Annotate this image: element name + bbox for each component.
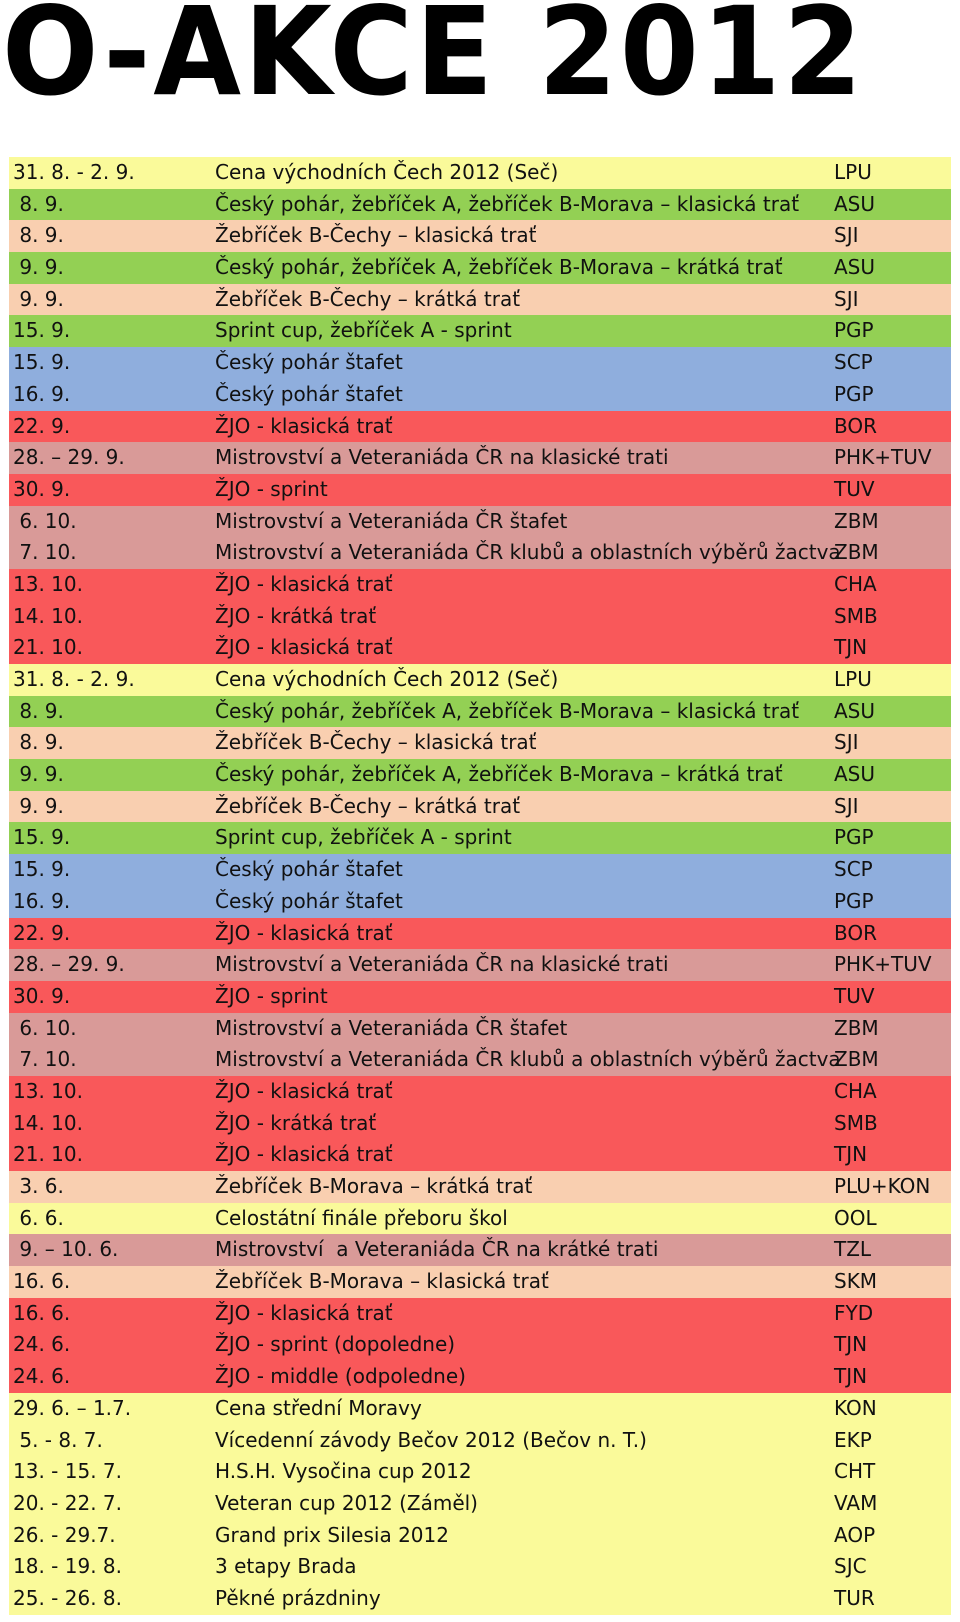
event-name: Žebříček B-Morava – krátká trať — [215, 1174, 533, 1198]
event-organizer: SKM — [834, 1269, 878, 1294]
event-organizer: TJN — [834, 1364, 868, 1389]
event-row — [9, 506, 951, 538]
event-organizer: ASU — [834, 191, 876, 216]
event-row — [9, 949, 951, 981]
event-organizer: BOR — [834, 413, 878, 438]
event-row — [9, 854, 951, 886]
event-date: 6. 10. — [13, 1015, 77, 1040]
event-organizer: PLU+KON — [834, 1174, 931, 1198]
event-name: Český pohár štafet — [215, 350, 403, 375]
event-row — [9, 379, 951, 411]
event-date: 16. 6. — [13, 1300, 71, 1325]
event-name: Český pohár štafet — [215, 888, 403, 913]
event-date: 13. - 15. 7. — [13, 1459, 122, 1484]
event-name: Žebříček B-Čechy – krátká trať — [215, 286, 521, 311]
event-name: Český pohár, žebříček A, žebříček B-Morava – krátká trať — [215, 762, 783, 787]
event-organizer: ASU — [834, 255, 876, 280]
event-date: 6. 10. — [13, 508, 77, 533]
event-name: ŽJO - klasická trať — [215, 571, 393, 596]
event-name: Sprint cup, žebříček A - sprint — [215, 318, 512, 343]
event-organizer: TUR — [834, 1585, 875, 1610]
event-date: 7. 10. — [13, 1047, 77, 1072]
event-name: Celostátní finále přeboru škol — [215, 1205, 508, 1230]
event-date: 16. 9. — [13, 381, 71, 406]
event-date: 8. 9. — [13, 223, 64, 248]
page-title: O-AKCE 2012 — [2, 0, 866, 123]
event-name: Mistrovství a Veteraniáda ČR na klasické trati — [215, 445, 669, 470]
event-row — [9, 411, 951, 443]
event-date: 28. – 29. 9. — [13, 445, 125, 470]
event-row — [9, 822, 951, 854]
event-date: 26. - 29.7. — [13, 1522, 116, 1547]
event-date: 7. 10. — [13, 540, 77, 565]
event-date: 9. – 10. 6. — [13, 1237, 119, 1262]
event-date: 21. 10. — [13, 635, 83, 660]
event-row — [9, 1013, 951, 1045]
event-organizer: FYD — [834, 1300, 874, 1325]
event-name: Veteran cup 2012 (Záměl) — [215, 1490, 478, 1515]
event-row — [9, 1203, 951, 1235]
event-organizer: TUV — [834, 476, 875, 501]
event-row — [9, 727, 951, 759]
event-name: Český pohár, žebříček A, žebříček B-Morava – klasická trať — [215, 191, 800, 216]
event-name: ŽJO - middle (odpoledne) — [215, 1364, 466, 1389]
event-name: Cena východních Čech 2012 (Seč) — [215, 667, 559, 691]
event-date: 16. 9. — [13, 888, 71, 913]
event-organizer: SMB — [834, 603, 878, 628]
event-name: H.S.H. Vysočina cup 2012 — [215, 1459, 472, 1484]
event-name: Mistrovství a Veteraniáda ČR štafet — [215, 508, 568, 533]
header — [0, 0, 960, 150]
event-name: Žebříček B-Čechy – krátká trať — [215, 793, 521, 818]
event-name: Cena střední Moravy — [215, 1395, 422, 1420]
event-row — [9, 284, 951, 316]
event-date: 8. 9. — [13, 730, 64, 755]
event-row — [9, 664, 951, 696]
event-organizer: TUV — [834, 983, 875, 1008]
event-row — [9, 157, 951, 189]
event-date: 9. 9. — [13, 762, 64, 787]
event-name: Žebříček B-Čechy – klasická trať — [215, 730, 537, 755]
event-row — [9, 981, 951, 1013]
event-organizer: PGP — [834, 888, 874, 913]
event-row — [9, 696, 951, 728]
event-organizer: SJI — [834, 286, 859, 311]
event-date: 15. 9. — [13, 318, 71, 343]
event-name: Grand prix Silesia 2012 — [215, 1522, 449, 1547]
event-organizer: SJI — [834, 223, 859, 248]
event-date: 9. 9. — [13, 286, 64, 311]
event-name: Pěkné prázdniny — [215, 1585, 381, 1610]
event-date: 31. 8. - 2. 9. — [13, 160, 135, 184]
event-date: 14. 10. — [13, 603, 83, 628]
event-organizer: TJN — [834, 635, 868, 660]
event-row — [9, 1076, 951, 1108]
event-row — [9, 537, 951, 569]
event-organizer: SJI — [834, 793, 859, 818]
event-row — [9, 1139, 951, 1171]
event-row — [9, 1361, 951, 1393]
event-date: 29. 6. – 1.7. — [13, 1395, 132, 1420]
event-name: ŽJO - sprint — [215, 476, 328, 501]
event-organizer: ZBM — [834, 540, 879, 565]
event-organizer: CHA — [834, 1078, 877, 1103]
event-name: ŽJO - krátká trať — [215, 603, 377, 628]
event-date: 9. 9. — [13, 793, 64, 818]
event-row — [9, 791, 951, 823]
event-organizer: KON — [834, 1395, 877, 1420]
event-organizer: EKP — [834, 1427, 872, 1452]
event-row — [9, 1108, 951, 1140]
event-organizer: LPU — [834, 160, 872, 184]
event-organizer: SCP — [834, 350, 873, 375]
event-organizer: PGP — [834, 318, 874, 343]
event-row — [9, 1488, 951, 1520]
event-organizer: SJI — [834, 730, 859, 755]
event-name: ŽJO - sprint (dopoledne) — [215, 1332, 456, 1357]
event-name: Český pohár štafet — [215, 381, 403, 406]
event-organizer: ZBM — [834, 1015, 879, 1040]
event-row — [9, 918, 951, 950]
event-row — [9, 1583, 951, 1615]
event-name: ŽJO - klasická trať — [215, 635, 393, 660]
event-date: 16. 6. — [13, 1269, 71, 1294]
event-date: 13. 10. — [13, 571, 83, 596]
event-date: 13. 10. — [13, 1078, 83, 1103]
event-name: 3 etapy Brada — [215, 1554, 357, 1579]
event-row — [9, 1171, 951, 1203]
event-row — [9, 1298, 951, 1330]
event-name: ŽJO - krátká trať — [215, 1110, 377, 1135]
event-organizer: LPU — [834, 667, 872, 691]
event-date: 24. 6. — [13, 1332, 71, 1357]
event-name: Český pohár štafet — [215, 857, 403, 882]
event-name: Žebříček B-Morava – klasická trať — [215, 1269, 549, 1294]
event-row — [9, 601, 951, 633]
event-row — [9, 315, 951, 347]
event-date: 21. 10. — [13, 1142, 83, 1167]
event-row — [9, 1551, 951, 1583]
event-row — [9, 759, 951, 791]
event-name: ŽJO - sprint — [215, 983, 328, 1008]
event-organizer: TZL — [834, 1237, 872, 1262]
event-organizer: ASU — [834, 698, 876, 723]
event-row — [9, 220, 951, 252]
event-organizer: TJN — [834, 1142, 868, 1167]
event-name: Cena východních Čech 2012 (Seč) — [215, 160, 559, 184]
event-row — [9, 252, 951, 284]
event-name: ŽJO - klasická trať — [215, 920, 393, 945]
event-date: 25. - 26. 8. — [13, 1585, 122, 1610]
event-organizer: CHT — [834, 1459, 876, 1484]
event-organizer: BOR — [834, 920, 878, 945]
event-row — [9, 1234, 951, 1266]
event-name: Mistrovství a Veteraniáda ČR na krátké trati — [215, 1237, 659, 1262]
event-name: Mistrovství a Veteraniáda ČR klubů a oblastních výběrů žactva — [215, 540, 841, 565]
event-organizer: PHK+TUV — [834, 952, 932, 977]
event-date: 8. 9. — [13, 191, 64, 216]
event-date: 14. 10. — [13, 1110, 83, 1135]
event-name: ŽJO - klasická trať — [215, 1142, 393, 1167]
event-organizer: PGP — [834, 381, 874, 406]
event-row — [9, 886, 951, 918]
event-date: 30. 9. — [13, 983, 71, 1008]
event-organizer: ZBM — [834, 1047, 879, 1072]
event-row — [9, 347, 951, 379]
event-organizer: ZBM — [834, 508, 879, 533]
event-organizer: ASU — [834, 762, 876, 787]
event-organizer: SMB — [834, 1110, 878, 1135]
event-name: ŽJO - klasická trať — [215, 1300, 393, 1325]
event-name: Vícedenní závody Bečov 2012 (Bečov n. T.) — [215, 1427, 647, 1452]
event-date: 6. 6. — [13, 1205, 64, 1230]
event-row — [9, 1456, 951, 1488]
event-organizer: PGP — [834, 825, 874, 850]
event-name: ŽJO - klasická trať — [215, 1078, 393, 1103]
event-date: 31. 8. - 2. 9. — [13, 667, 135, 691]
event-organizer: SJC — [834, 1554, 867, 1579]
event-date: 9. 9. — [13, 255, 64, 280]
event-date: 8. 9. — [13, 698, 64, 723]
event-row — [9, 1425, 951, 1457]
event-date: 20. - 22. 7. — [13, 1490, 122, 1515]
event-row — [9, 569, 951, 601]
event-name: Mistrovství a Veteraniáda ČR klubů a oblastních výběrů žactva — [215, 1047, 841, 1072]
event-name: Český pohár, žebříček A, žebříček B-Morava – krátká trať — [215, 255, 783, 280]
event-row — [9, 442, 951, 474]
event-organizer: OOL — [834, 1205, 877, 1230]
event-date: 3. 6. — [13, 1174, 64, 1198]
event-date: 22. 9. — [13, 413, 71, 438]
event-name: Český pohár, žebříček A, žebříček B-Morava – klasická trať — [215, 698, 800, 723]
event-row — [9, 1329, 951, 1361]
event-date: 22. 9. — [13, 920, 71, 945]
event-name: Mistrovství a Veteraniáda ČR na klasické trati — [215, 952, 669, 977]
event-organizer: VAM — [834, 1490, 878, 1515]
event-row — [9, 1393, 951, 1425]
event-organizer: SCP — [834, 857, 873, 882]
event-organizer: CHA — [834, 571, 877, 596]
events-table — [9, 157, 951, 1615]
event-name: ŽJO - klasická trať — [215, 413, 393, 438]
event-date: 18. - 19. 8. — [13, 1554, 122, 1579]
event-date: 15. 9. — [13, 825, 71, 850]
event-date: 15. 9. — [13, 350, 71, 375]
event-organizer: AOP — [834, 1522, 876, 1547]
event-date: 15. 9. — [13, 857, 71, 882]
event-date: 24. 6. — [13, 1364, 71, 1389]
event-row — [9, 1044, 951, 1076]
event-date: 28. – 29. 9. — [13, 952, 125, 977]
event-row — [9, 1520, 951, 1552]
event-name: Žebříček B-Čechy – klasická trať — [215, 223, 537, 248]
event-name: Mistrovství a Veteraniáda ČR štafet — [215, 1015, 568, 1040]
event-organizer: TJN — [834, 1332, 868, 1357]
event-row — [9, 189, 951, 221]
event-name: Sprint cup, žebříček A - sprint — [215, 825, 512, 850]
event-organizer: PHK+TUV — [834, 445, 932, 470]
event-row — [9, 1266, 951, 1298]
event-row — [9, 632, 951, 664]
event-date: 5. - 8. 7. — [13, 1427, 103, 1452]
event-date: 30. 9. — [13, 476, 71, 501]
event-row — [9, 474, 951, 506]
